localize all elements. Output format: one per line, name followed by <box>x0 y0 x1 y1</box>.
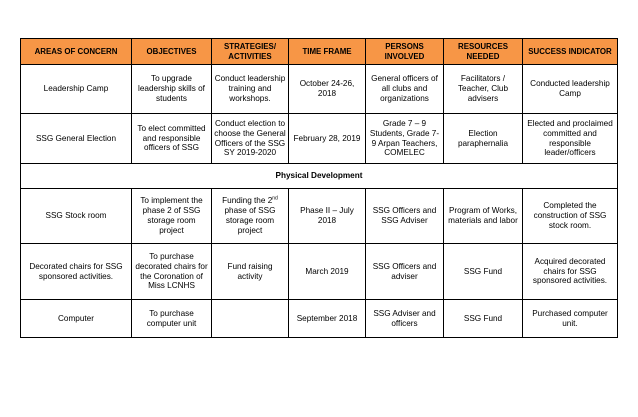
section-title: Physical Development <box>21 164 618 189</box>
ordinal-suffix: nd <box>272 195 278 202</box>
table-row <box>21 189 618 244</box>
cell-area: Computer <box>21 300 132 338</box>
cell-resources: Program of Works, materials and labor <box>444 189 523 244</box>
cell-resources: Facilitators / Teacher, Club advisers <box>444 65 523 114</box>
cell-time-frame: February 28, 2019 <box>289 114 366 164</box>
cell-objectives: To purchase decorated chairs for the Coronation of Miss LCNHS <box>132 244 212 300</box>
cell-objectives: To implement the phase 2 of SSG storage room project <box>132 189 212 244</box>
header-persons-involved: PERSONS INVOLVED <box>366 39 444 65</box>
cell-indicator: Acquired decorated chairs for SSG sponsored activities. <box>523 244 618 300</box>
cell-persons: Grade 7 – 9 Students, Grade 7-9 Arpan Teachers, COMELEC <box>366 114 444 164</box>
cell-persons: SSG Adviser and officers <box>366 300 444 338</box>
cell-indicator: Elected and proclaimed committed and responsible leader/officers <box>523 114 618 164</box>
cell-resources: SSG Fund <box>444 300 523 338</box>
cell-resources: Election paraphernalia <box>444 114 523 164</box>
header-objectives: OBJECTIVES <box>132 39 212 65</box>
header-strategies-activities: STRATEGIES/ ACTIVITIES <box>212 39 289 65</box>
cell-persons: SSG Officers and adviser <box>366 244 444 300</box>
cell-indicator: Conducted leadership Camp <box>523 65 618 114</box>
header-success-indicator: SUCCESS INDICATOR <box>523 39 618 65</box>
cell-persons: General officers of all clubs and organizations <box>366 65 444 114</box>
cell-resources: SSG Fund <box>444 244 523 300</box>
cell-area: SSG General Election <box>21 114 132 164</box>
cell-indicator: Completed the construction of SSG stock room. <box>523 189 618 244</box>
cell-time-frame: October 24-26, 2018 <box>289 65 366 114</box>
action-plan-table <box>20 38 618 338</box>
cell-strategies <box>212 300 289 338</box>
cell-time-frame: March 2019 <box>289 244 366 300</box>
strategies-text-end: phase of SSG storage room project <box>224 206 276 235</box>
header-areas-of-concern: AREAS OF CONCERN <box>21 39 132 65</box>
table-row <box>21 300 618 338</box>
cell-strategies <box>212 189 289 244</box>
table-row <box>21 114 618 164</box>
strategies-text-start: Funding the 2 <box>222 196 273 206</box>
cell-area: Decorated chairs for SSG sponsored activities. <box>21 244 132 300</box>
header-resources-needed: RESOURCES NEEDED <box>444 39 523 65</box>
cell-area: SSG Stock room <box>21 189 132 244</box>
header-time-frame: TIME FRAME <box>289 39 366 65</box>
cell-indicator: Purchased computer unit. <box>523 300 618 338</box>
cell-objectives: To purchase computer unit <box>132 300 212 338</box>
cell-area: Leadership Camp <box>21 65 132 114</box>
cell-objectives: To elect committed and responsible officers of SSG <box>132 114 212 164</box>
table-row <box>21 65 618 114</box>
cell-persons: SSG Officers and SSG Adviser <box>366 189 444 244</box>
plan-table-container <box>20 38 617 338</box>
cell-strategies: Conduct election to choose the General Officers of the SSG SY 2019-2020 <box>212 114 289 164</box>
cell-time-frame: Phase II – July 2018 <box>289 189 366 244</box>
cell-time-frame: September 2018 <box>289 300 366 338</box>
section-row <box>21 164 618 189</box>
cell-objectives: To upgrade leadership skills of students <box>132 65 212 114</box>
cell-strategies: Fund raising activity <box>212 244 289 300</box>
table-row <box>21 244 618 300</box>
cell-strategies: Conduct leadership training and workshops. <box>212 65 289 114</box>
header-row <box>21 39 618 65</box>
